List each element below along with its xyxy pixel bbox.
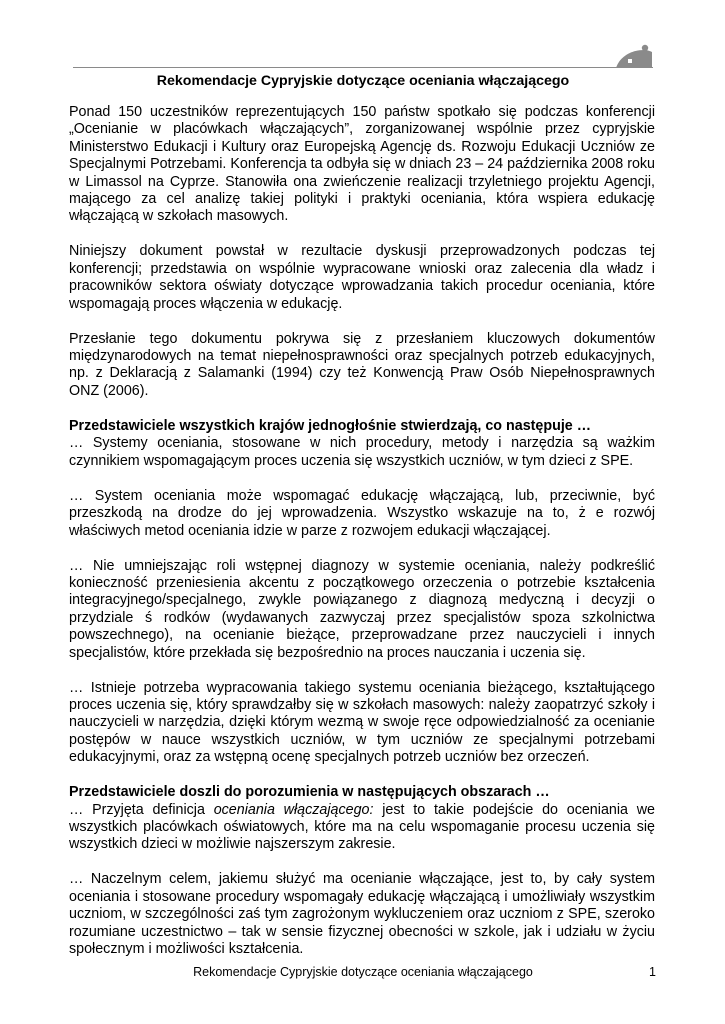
intro-paragraph: Ponad 150 uczestników reprezentujących 150 państw spotkało się podczas konferencji „Ocenianie w placówkach włączających”, zorganizowanej wspólnie przez cypryjskie Ministerstwo Edukacji i Kultury oraz Europejską Agencję ds. Rozwoju Edukacji Uczniów ze Specjalnymi Potrzebami. Konferencja ta odbyła się w dniach 23 – 24 października 2008 roku w Limassol na Cyprze. Stanowiła ona zwieńczenie realizacji trzyletniego projektu Agencji, mającego za cel analizę takiej polityki i praktyki oceniania, która wspiera edukację włączającą w szkołach masowych.	[69, 104, 655, 225]
section-heading-statements: Przedstawiciele wszystkich krajów jednogłośnie stwierdzają, co następuje …	[69, 417, 592, 434]
section-heading-agreements: Przedstawiciele doszli do porozumienia w następujących obszarach …	[69, 784, 550, 801]
definition-text: jest to takie podejście do oceniania we wszystkich placówkach oświatowych, które ma na celu wspomaganie procesu uczenia się wszystkich dzieci w możliwie najszerszym zakresie.	[69, 801, 656, 853]
statement-paragraph-1: … Systemy oceniania, stosowane w nich procedury, metody i narzędzia są ważkim czynnikiem wspomagającym proces uczenia się wszystkich uczniów, w tym dzieci z SPE.	[69, 435, 655, 469]
agreement-paragraph-2: … Naczelnym celem, jakiemu służyć ma ocenianie włączające, jest to, by cały system oceniania i stosowane procedury wspomagały edukację włączającą i umożliwiały wszystkim uczniom, w szczególności zaś tym zagrożonym wykluczeniem oraz uczniom z SPE, szeroko rozumiane uczestnictwo – tak w sensie fizycznej obecności w szkole, jak i udziału w życiu społecznym i możliwości kształcenia.	[69, 871, 655, 957]
header-rule	[73, 67, 653, 68]
agency-logo-icon	[614, 44, 654, 68]
definition-term: oceniania włączającego:	[213, 801, 374, 818]
statement-paragraph-2: … System oceniania może wspomagać edukację włączającą, lub, przeciwnie, być przeszkodą na drodze do jej wprowadzenia. Wszystko wskazuje na to, ż e rozwój właściwych metod oceniania idzie w parze z rozwojem edukacji włączającej.	[69, 487, 655, 539]
context-paragraph: Przesłanie tego dokumentu pokrywa się z przesłaniem kluczowych dokumentów międzynarodowych na temat niepełnosprawności oraz specjalnych potrzeb edukacyjnych, np. z Deklaracją z Salamanki (1994) czy też Konwencją Praw Osób Niepełnosprawnych ONZ (2006).	[69, 330, 655, 399]
statement-paragraph-3: … Nie umniejszając roli wstępnej diagnozy w systemie oceniania, należy podkreślić konieczność przeniesienia akcentu z początkowego orzeczenia o potrzebie kształcenia integracyjnego/specjalnego, zwykle powiązanego z diagnozą medyczną i decyzji o przydziale ś rodków (wydawanych zazwyczaj przez specjalistów spoza szkolnictwa powszechnego), na ocenianie bieżące, przeprowadzane przez nauczycieli i innych specjalistów, które przekłada się bezpośrednio na proces nauczania i uczenia się.	[69, 557, 655, 661]
agreement-paragraph-1	[69, 802, 655, 854]
document-title: Rekomendacje Cypryjskie dotyczące oceniania włączającego	[156, 73, 570, 89]
statement-paragraph-4: … Istnieje potrzeba wypracowania takiego systemu oceniania bieżącego, kształtującego proces uczenia się, który sprawdzałby się w szkołach masowych: należy zaopatrzyć szkoły i nauczycieli w narzędzia, dzięki którym wezmą w swoje ręce odpowiedzialność za ocenianie postępów w nauce wszystkich uczniów, w tym uczniów ze specjalnymi potrzebami edukacyjnymi, oraz za wstępną ocenę specjalnych potrzeb uczniów bez orzeczeń.	[69, 679, 655, 766]
page-number: 1	[649, 965, 656, 979]
footer-title: Rekomendacje Cypryjskie dotyczące oceniania włączającego	[193, 965, 533, 979]
definition-lead-text: … Przyjęta definicja	[69, 801, 214, 818]
purpose-paragraph: Niniejszy dokument powstał w rezultacie dyskusji przeprowadzonych podczas tej konferencji; przedstawia on wspólnie wypracowane wnioski oraz zalecenia dla władz i pracowników sektora oświaty dotyczące wprowadzania takich procedur oceniania, które wspomagają proces włączenia w edukację.	[69, 243, 655, 312]
document-body	[69, 104, 655, 958]
